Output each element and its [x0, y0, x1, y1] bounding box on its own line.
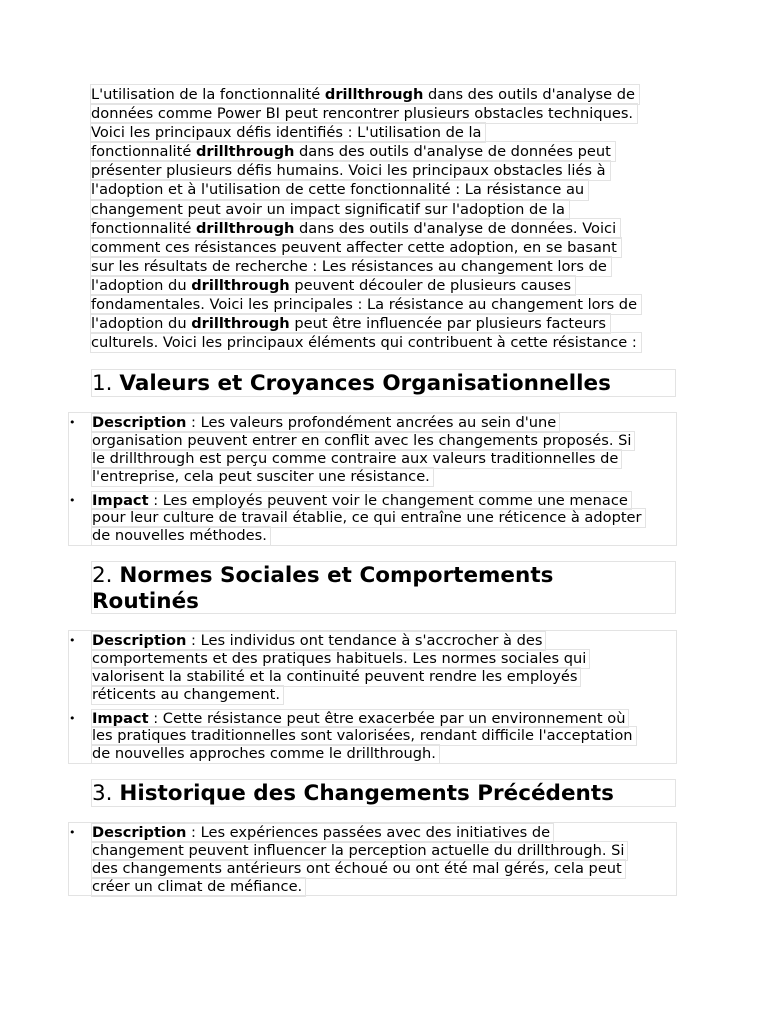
text-run: sur les résultats de recherche : Les résistances au changement lors de	[91, 257, 607, 275]
list-item-line	[92, 492, 631, 510]
text-run: Voici les principaux défis identifiés : L'utilisation de la	[91, 124, 482, 142]
list-item-line	[92, 668, 580, 686]
intro-line-row	[91, 142, 681, 161]
bold-text: Impact	[92, 491, 149, 509]
text-run: l'adoption du	[91, 276, 192, 294]
text-run: : Les individus ont tendance à s'accrocher à des	[186, 632, 543, 649]
list-item-line-row	[92, 878, 676, 896]
text-run: de nouvelles méthodes.	[92, 527, 267, 545]
list-item	[69, 710, 676, 764]
text-run: dans des outils d'analyse de	[423, 86, 635, 103]
text-run: présenter plusieurs défis humains. Voici les principaux obstacles liés à	[91, 162, 606, 180]
intro-line	[91, 123, 485, 142]
list-item-line-row	[92, 650, 676, 668]
section-heading-line	[92, 563, 675, 589]
intro-line-row	[91, 85, 681, 104]
list-item-line	[92, 842, 627, 860]
intro-line	[91, 333, 641, 352]
list-item-line-row	[92, 668, 676, 686]
section-2-heading-box	[91, 561, 676, 614]
intro-line-row	[91, 161, 681, 180]
bold-text: drillthrough	[191, 276, 290, 294]
list-item	[69, 414, 676, 486]
bold-text: drillthrough	[195, 219, 295, 237]
text-run: comment ces résistances peuvent affecter cette adoption, en se basant	[91, 238, 617, 256]
intro-line	[91, 180, 588, 199]
intro-paragraph	[91, 85, 681, 352]
text-run: peuvent découler de plusieurs causes	[289, 276, 572, 294]
bold-text: drillthrough	[195, 143, 295, 161]
text-run: comportements et des pratiques habituels. Les normes sociales qui	[92, 649, 587, 667]
intro-line-row	[91, 314, 681, 333]
text-run: : Cette résistance peut être exacerbée par un environnement où	[148, 709, 626, 727]
bold-text: drillthrough	[191, 315, 290, 333]
section-1-heading-box	[91, 369, 676, 397]
list-item-line-row	[92, 492, 676, 510]
intro-line	[91, 161, 610, 180]
list-item-line	[92, 745, 439, 763]
text-run: de nouvelles approches comme le drillthrough.	[92, 745, 436, 763]
section-heading-line	[92, 589, 675, 615]
list-item-line-row	[92, 710, 676, 728]
section-heading	[92, 370, 675, 397]
intro-line	[91, 85, 639, 104]
list-item-line	[92, 727, 636, 745]
list-item-line-row	[92, 414, 676, 432]
list-item-line	[92, 527, 270, 545]
section-heading	[92, 780, 675, 807]
list-item-line-row	[92, 686, 676, 704]
list-item-line	[92, 878, 305, 896]
list-item-line	[92, 632, 545, 650]
intro-line-row	[91, 238, 681, 257]
list-item-line	[92, 468, 433, 486]
intro-line	[91, 238, 621, 257]
intro-line-row	[91, 180, 681, 199]
list-item-line-row	[92, 450, 676, 468]
section-2-list	[68, 630, 677, 764]
section-heading-line	[92, 371, 675, 397]
intro-line	[91, 200, 569, 219]
text-run: : Les employés peuvent voir le changement comme une menace	[148, 491, 628, 509]
intro-line	[91, 219, 620, 238]
section-number: 3.	[92, 781, 120, 806]
bullet-icon: •	[69, 826, 76, 839]
text-run: changement peut avoir un impact significatif sur l'adoption de la	[91, 200, 565, 218]
intro-line	[91, 257, 611, 276]
text-run: peut être influencée par plusieurs facteurs	[289, 315, 606, 333]
list-item-line-row	[92, 509, 676, 527]
section-1-list	[68, 412, 677, 546]
intro-line	[91, 142, 615, 161]
text-run: changement peuvent influencer la perception actuelle du drillthrough. Si	[92, 841, 625, 859]
intro-line-row	[91, 276, 681, 295]
list-item-line-row	[92, 432, 676, 450]
list-item-line	[92, 509, 645, 527]
section-3-heading-box	[91, 779, 676, 807]
list-item-line	[92, 450, 621, 468]
intro-line-row	[91, 104, 681, 123]
bullet-icon: •	[69, 416, 76, 429]
text-run: culturels. Voici les principaux éléments qui contribuent à cette résistance :	[91, 334, 637, 352]
text-run: dans des outils d'analyse de données peut	[294, 143, 611, 161]
section-title: Normes Sociales et Comportements	[119, 563, 554, 588]
text-run: fonctionnalité	[91, 219, 196, 237]
intro-line	[91, 295, 641, 314]
list-item-line-row	[92, 527, 676, 545]
list-item-line-row	[92, 468, 676, 486]
list-item-line	[92, 414, 559, 432]
text-run: données comme Power BI peut rencontrer plusieurs obstacles techniques.	[91, 105, 634, 123]
section-title: Valeurs et Croyances Organisationnelles	[119, 371, 611, 396]
bold-text: Impact	[92, 709, 149, 727]
intro-line-row	[91, 123, 681, 142]
bold-text: Description	[92, 824, 187, 841]
bold-text: Description	[92, 632, 187, 649]
intro-line-row	[91, 219, 681, 238]
section-heading	[92, 562, 675, 614]
list-item-line-row	[92, 745, 676, 763]
list-item-line	[92, 686, 283, 704]
list-item	[69, 824, 676, 896]
text-run: l'adoption et à l'utilisation de cette fonctionnalité : La résistance au	[91, 181, 585, 199]
intro-line-row	[91, 257, 681, 276]
section-number: 1.	[92, 371, 120, 396]
list-item-line	[92, 860, 625, 878]
list-item-line-row	[92, 860, 676, 878]
list-item-line-row	[92, 842, 676, 860]
text-run: pour leur culture de travail établie, ce qui entraîne une réticence à adopter	[92, 509, 642, 527]
intro-line-row	[91, 295, 681, 314]
text-run: organisation peuvent entrer en conflit avec les changements proposés. Si	[92, 431, 632, 449]
bullet-icon: •	[69, 493, 76, 507]
list-item-line-row	[92, 727, 676, 745]
intro-line	[91, 276, 575, 295]
list-item	[69, 632, 676, 704]
list-item-line	[92, 710, 628, 728]
text-run: : Les valeurs profondément ancrées au sein d'une	[186, 414, 557, 431]
text-run: l'adoption du	[91, 315, 192, 333]
text-run: les pratiques traditionnelles sont valorisées, rendant difficile l'acceptation	[92, 727, 633, 745]
text-run: L'utilisation de la fonctionnalité	[91, 86, 325, 103]
list-item-line	[92, 432, 634, 450]
section-heading-line	[92, 781, 675, 807]
text-run: créer un climat de méfiance.	[92, 877, 303, 895]
section-number: 2.	[92, 563, 120, 588]
section-3-list	[68, 822, 677, 896]
section-title: Historique des Changements Précédents	[119, 781, 614, 806]
list-item-line-row	[92, 824, 676, 842]
list-item	[69, 492, 676, 546]
bullet-icon: •	[69, 711, 76, 725]
text-run: : Les expériences passées avec des initiatives de	[186, 824, 551, 841]
bold-text: Description	[92, 414, 187, 431]
list-item-line-row	[92, 632, 676, 650]
text-run: fondamentales. Voici les principales : La résistance au changement lors de	[91, 296, 638, 314]
list-item-line	[92, 650, 589, 668]
text-run: valorisent la stabilité et la continuité peuvent rendre les employés	[92, 667, 578, 685]
intro-line	[91, 104, 637, 123]
text-run: réticents au changement.	[92, 685, 280, 703]
text-run: dans des outils d'analyse de données. Voici	[294, 219, 617, 237]
text-run: l'entreprise, cela peut susciter une résistance.	[92, 467, 430, 485]
text-run: le drillthrough est perçu comme contraire aux valeurs traditionnelles de	[92, 449, 619, 467]
section-title: Routinés	[92, 588, 199, 614]
bold-text: drillthrough	[324, 86, 424, 103]
bullet-icon: •	[69, 634, 76, 647]
list-item-line	[92, 824, 553, 842]
text-run: fonctionnalité	[91, 143, 196, 161]
intro-line-row	[91, 333, 681, 352]
intro-line-row	[91, 200, 681, 219]
text-run: des changements antérieurs ont échoué ou ont été mal gérés, cela peut	[92, 859, 622, 877]
intro-line	[91, 314, 610, 333]
